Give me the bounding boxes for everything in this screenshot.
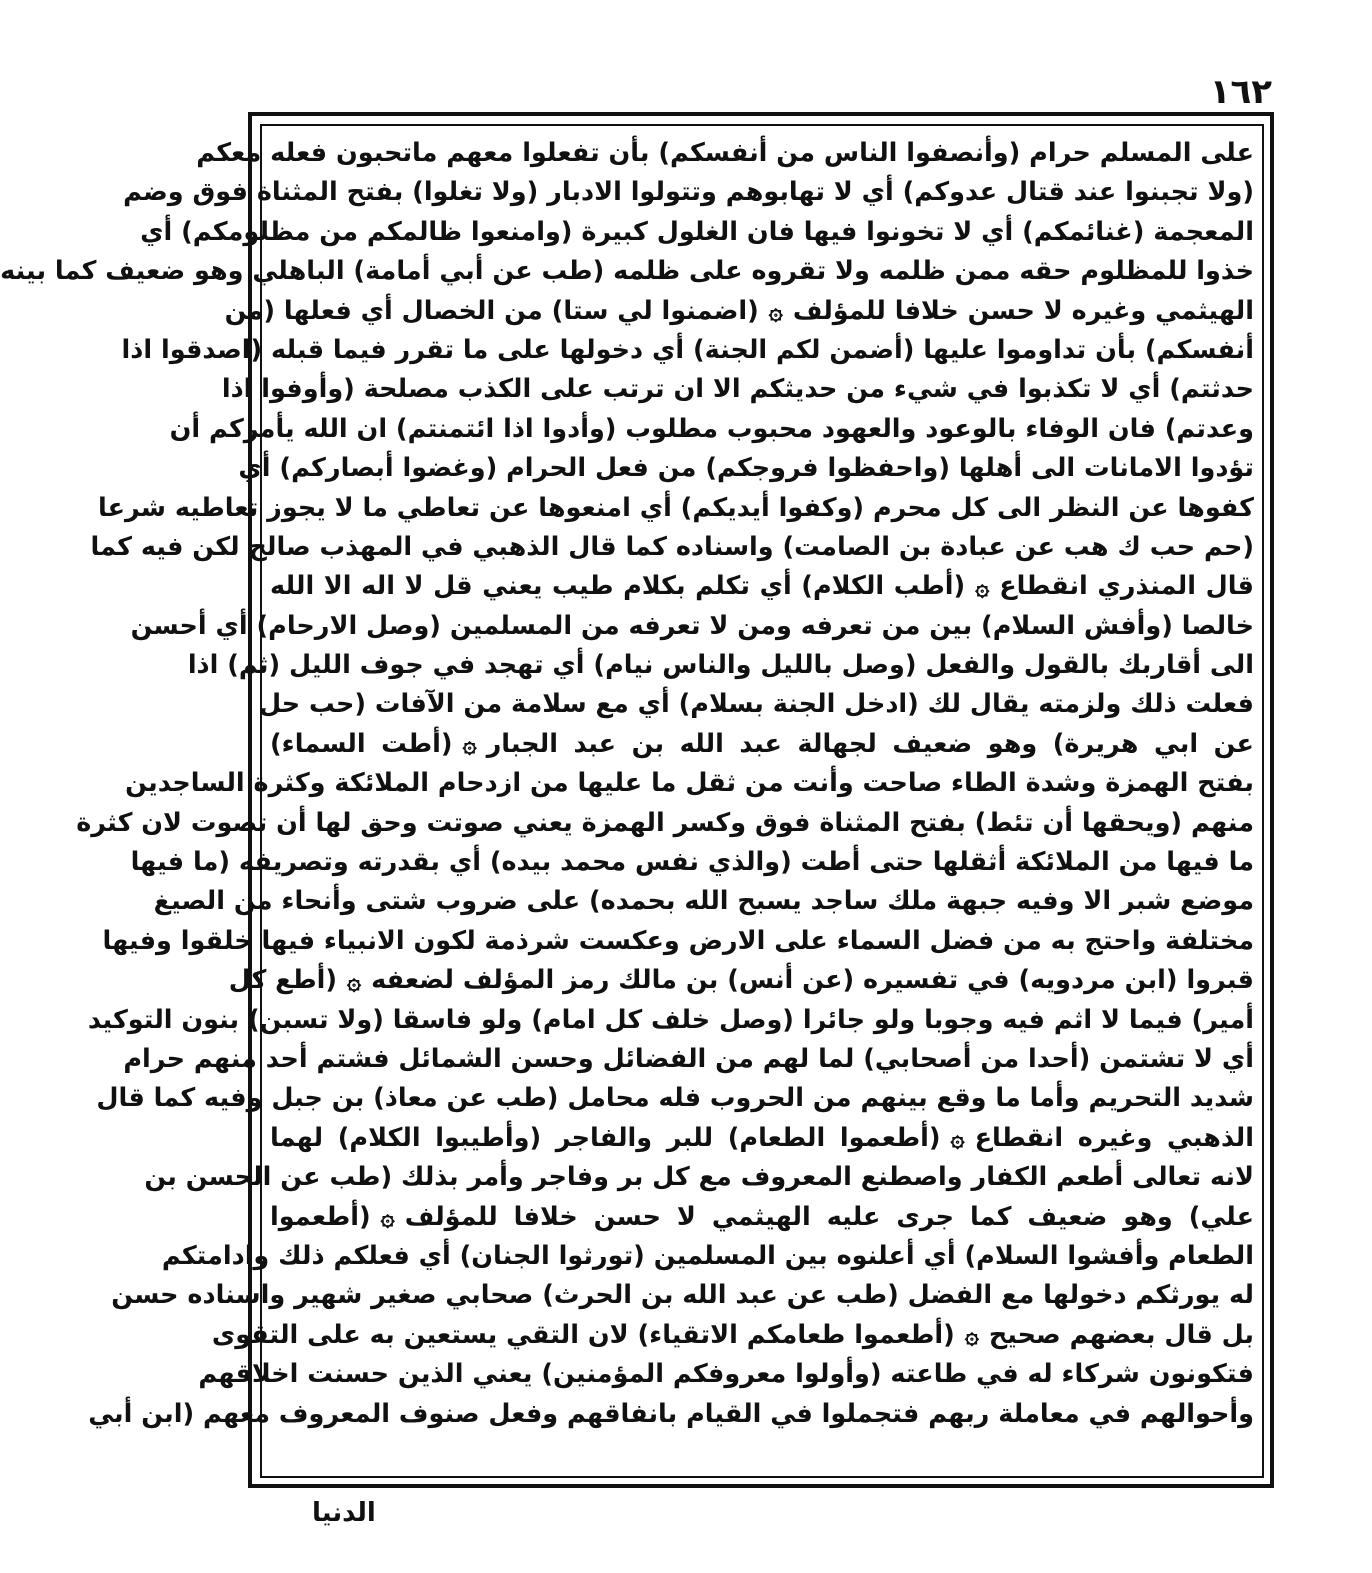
- text-segment: بل قال بعضهم صحيح: [988, 1319, 1254, 1350]
- text-line: لانه تعالى أطعم الكفار واصطنع المعروف مع كل بر وفاجر وأمر بذلك (طب عن الحسن بن: [144, 1162, 1254, 1193]
- text-line: شديد التحريم وأما ما وقع بينهم من الحروب فله محامل (طب عن معاذ) بن جبل وفيه كما قال: [96, 1083, 1254, 1114]
- text-line: فعلت ذلك ولزمته يقال لك (ادخل الجنة بسلام) أي مع سلامة من الآفات (حب حل: [258, 689, 1254, 720]
- ornament-icon: ۞: [975, 572, 990, 601]
- text-segment: (أطت السماء): [270, 728, 453, 759]
- text-segment: الهيثمي وغيره لا حسن خلافا للمؤلف: [792, 295, 1254, 326]
- text-line: حدثتم) أي لا تكذبوا في شيء من حديثكم الا ان ترتب على الكذب مصلحة (وأوفوا اذا: [221, 374, 1254, 405]
- text-segment: عن ابي هريرة) وهو ضعيف لجهالة عبد الله بن عبد الجبار: [486, 728, 1254, 759]
- catchword: الدنيا: [312, 1498, 376, 1528]
- text-segment: قبروا (ابن مردويه) في تفسيره (عن أنس) بن مالك رمز المؤلف لضعفه: [371, 965, 1254, 996]
- text-line: الطعام وأفشوا السلام) أي أعلنوه بين المسلمين (تورثوا الجنان) أي فعلكم ذلك وادامتكم: [161, 1240, 1254, 1271]
- text-line: موضع شبر الا وفيه جبهة ملك ساجد يسبح الله بحمده) على ضروب شتى وأنحاء من الصيغ: [153, 886, 1254, 917]
- text-line: كفوها عن النظر الى كل محرم (وكفوا أيديكم) أي امنعوها عن تعاطي ما لا يجوز تعاطيه شرعا: [98, 492, 1254, 523]
- ornament-icon: ۞: [462, 730, 477, 759]
- text-segment: (أطعموا: [270, 1201, 371, 1232]
- text-line: وعدتم) فان الوفاء بالوعود والعهود محبوب مطلوب (وأدوا اذا ائتمنتم) ان الله يأمركم أن: [169, 413, 1254, 444]
- text-line: [270, 1198, 1254, 1237]
- text-line: [224, 292, 1254, 331]
- text-line: مختلفة واحتج به من فضل السماء على الارض وعكست شرذمة لكون الانبياء فيها خلقوا وفيها: [102, 925, 1254, 956]
- text-line: خالصا (وأفش السلام) بين من تعرفه ومن لا تعرفه من المسلمين (وصل الارحام) أي أحسن: [130, 610, 1254, 641]
- text-line: على المسلم حرام (وأنصفوا الناس من أنفسكم) بأن تفعلوا معهم ماتحبون فعله معكم: [196, 138, 1254, 168]
- text-line: بفتح الهمزة وشدة الطاء صاحت وأنت من ثقل ما عليها من ازدحام الملائكة وكثرة الساجدين: [125, 768, 1254, 799]
- text-segment: علي) وهو ضعيف كما جرى عليه الهيثمي لا حسن خلافا للمؤلف: [404, 1201, 1254, 1232]
- main-text: [0, 134, 1255, 1472]
- text-line: [270, 567, 1254, 606]
- text-line: [270, 1119, 1254, 1158]
- text-line: [270, 725, 1254, 764]
- ornament-icon: ۞: [950, 1124, 965, 1153]
- text-line: المعجمة (غنائمكم) أي لا تخونوا فيها فان الغلول كبيرة (وامنعوا ظالمكم من مظلومكم) أي: [140, 216, 1254, 247]
- text-line: أي لا تشتمن (أحدا من أصحابي) لما لهم من الفضائل وحسن الشمائل فشتم أحد منهم حرام: [123, 1043, 1254, 1074]
- text-line: خذوا للمظلوم حقه ممن ظلمه ولا تقروه على ظلمه (طب عن أبي أمامة) الباهلي وهو ضعيف كما بينه: [0, 256, 1254, 287]
- text-line: منهم (ويحقها أن تئط) بفتح المثناة فوق وكسر الهمزة يعني صوتت وحق لها أن تصوت لان كثرة: [76, 807, 1254, 838]
- text-line: أنفسكم) بأن تداوموا عليها (أضمن لكم الجنة) أي دخولها على ما تقرر فيما قبله (اصدقوا اذا: [121, 334, 1254, 365]
- ornament-icon: ۞: [964, 1321, 979, 1350]
- ornament-icon: ۞: [768, 296, 783, 325]
- text-segment: (أطعموا طعامكم الاتقياء) لان التقي يستعين به على التقوى: [211, 1319, 955, 1350]
- text-line: وأحوالهم في معاملة ربهم فتجملوا في القيام بانفاقهم وفعل صنوف المعروف معهم (ابن أبي: [88, 1398, 1254, 1429]
- text-line: [211, 1316, 1254, 1355]
- text-segment: قال المنذري انقطاع: [999, 571, 1255, 602]
- text-line: [228, 961, 1254, 1000]
- text-line: (ولا تجبنوا عند قتال عدوكم) أي لا تهابوهم وتتولوا الادبار (ولا تغلوا) بفتح المثناة فوق وضم: [123, 177, 1254, 208]
- text-line: فتكونون شركاء له في طاعته (وأولوا معروفكم المؤمنين) يعني الذين حسنت اخلاقهم: [198, 1359, 1254, 1390]
- text-segment: (أطع كل: [228, 965, 337, 996]
- text-line: أمير) فيما لا اثم فيه وجوبا ولو جائرا (وصل خلف كل امام) ولو فاسقا (ولا تسبن) بنون التوكيد: [87, 1004, 1254, 1035]
- ornament-icon: ۞: [347, 966, 362, 995]
- text-line: الى أقاربك بالقول والفعل (وصل بالليل والناس نيام) أي تهجد في جوف الليل (ثم) اذا: [187, 650, 1254, 681]
- text-segment: (اضمنوا لي ستا) من الخصال أي فعلها (من: [224, 295, 759, 326]
- text-segment: (أطب الكلام) أي تكلم بكلام طيب يعني قل لا اله الا الله: [270, 571, 966, 602]
- text-line: له يورثكم دخولها مع الفضل (طب عن عبد الله بن الحرث) صحابي صغير شهير واسناده حسن: [111, 1280, 1254, 1311]
- ornament-icon: ۞: [380, 1202, 395, 1231]
- text-segment: الذهبي وغيره انقطاع: [974, 1122, 1254, 1153]
- text-segment: (أطعموا الطعام) للبر والفاجر (وأطيبوا الكلام) لهما: [270, 1122, 941, 1153]
- page-number: ١٦٢: [1209, 72, 1272, 112]
- text-line: (حم حب ك هب عن عبادة بن الصامت) واسناده كما قال الذهبي في المهذب صالح لكن فيه كما: [90, 531, 1254, 562]
- text-line: تؤدوا الامانات الى أهلها (واحفظوا فروجكم) من فعل الحرام (وغضوا أبصاركم) أي: [238, 453, 1254, 484]
- text-line: ما فيها من الملائكة أثقلها حتى أطت (والذي نفس محمد بيده) أي بقدرته وتصريفه (ما فيها: [130, 847, 1254, 878]
